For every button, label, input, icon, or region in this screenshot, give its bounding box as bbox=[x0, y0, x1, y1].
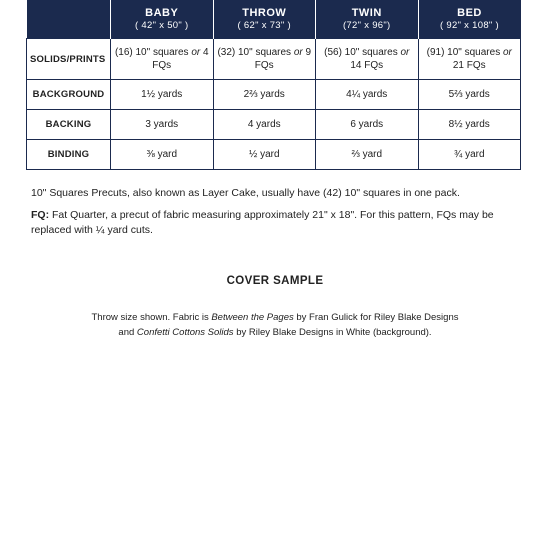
size-name: TWIN bbox=[351, 6, 382, 19]
size-header-baby bbox=[111, 0, 214, 39]
fabric-name: Between the Pages bbox=[211, 312, 294, 323]
row-label: BACKGROUND bbox=[27, 80, 111, 110]
cover-text: and bbox=[118, 327, 137, 338]
size-name: BED bbox=[457, 6, 482, 19]
cell-text: 21 FQs bbox=[452, 60, 486, 71]
table-row-background bbox=[27, 80, 521, 110]
table-cell: ¾ yard bbox=[418, 140, 521, 170]
table-cell: 1½ yards bbox=[111, 80, 214, 110]
fabric-requirements-table bbox=[26, 0, 521, 170]
size-header-throw bbox=[213, 0, 316, 39]
fabric-name: Confetti Cottons Solids bbox=[136, 327, 234, 338]
cell-or: or bbox=[293, 47, 303, 58]
table-cell: 3 yards bbox=[111, 110, 214, 140]
size-dimensions: ( 92" x 108" ) bbox=[440, 19, 499, 31]
size-header-bed bbox=[418, 0, 521, 39]
fq-label: FQ: bbox=[31, 209, 50, 221]
precuts-note: 10" Squares Precuts, also known as Layer Cake, usually have (42) 10" squares in one pack. bbox=[31, 187, 460, 199]
table-cell: 6 yards bbox=[316, 110, 419, 140]
cell-text: 4 FQs bbox=[152, 47, 209, 71]
size-name: BABY bbox=[145, 6, 179, 19]
fat-quarter-note bbox=[31, 208, 526, 238]
fq-text: Fat Quarter, a precut of fabric measuring approximately 21" x 18". For this pattern, FQs may be replaced with ¼ yard cuts. bbox=[31, 209, 494, 236]
row-label: SOLIDS/PRINTS bbox=[27, 39, 111, 80]
cover-sample-description bbox=[60, 310, 490, 340]
table-cell: 5⅔ yards bbox=[418, 80, 521, 110]
table-cell bbox=[418, 39, 521, 80]
cover-text: by Riley Blake Designs in White (background). bbox=[233, 327, 432, 338]
size-dimensions: ( 42" x 50" ) bbox=[135, 19, 189, 31]
size-name: THROW bbox=[242, 6, 287, 19]
row-label: BACKING bbox=[27, 110, 111, 140]
cell-or: or bbox=[400, 47, 410, 58]
cell-text: 14 FQs bbox=[350, 60, 384, 71]
cell-text: (16) 10" squares bbox=[114, 47, 192, 58]
size-dimensions: (72" x 96") bbox=[342, 19, 391, 31]
cell-or: or bbox=[191, 47, 201, 58]
table-cell: ⅔ yard bbox=[316, 140, 419, 170]
table-cell: 2⅔ yards bbox=[213, 80, 316, 110]
cover-text: by Fran Gulick for Riley Blake Designs bbox=[293, 312, 459, 323]
size-header-twin bbox=[316, 0, 419, 39]
table-cell: 4 yards bbox=[213, 110, 316, 140]
table-cell: ½ yard bbox=[213, 140, 316, 170]
cover-sample-heading: COVER SAMPLE bbox=[226, 275, 324, 287]
cell-or: or bbox=[502, 47, 512, 58]
table-cell: ⅜ yard bbox=[111, 140, 214, 170]
cell-text: (56) 10" squares bbox=[324, 47, 401, 58]
table-cell: 4¼ yards bbox=[316, 80, 419, 110]
size-dimensions: ( 62" x 73" ) bbox=[237, 19, 291, 31]
table-cell: 8½ yards bbox=[418, 110, 521, 140]
table-cell bbox=[316, 39, 419, 80]
cover-text: Throw size shown. Fabric is bbox=[91, 312, 212, 323]
row-label: BINDING bbox=[27, 140, 111, 170]
cell-text: (91) 10" squares bbox=[426, 47, 503, 58]
cell-text: 9 FQs bbox=[254, 47, 312, 71]
table-row-binding bbox=[27, 140, 521, 170]
size-header-row bbox=[27, 0, 521, 39]
table-cell bbox=[213, 39, 316, 80]
header-corner-cell bbox=[27, 0, 111, 39]
table-cell bbox=[111, 39, 214, 80]
cell-text: (32) 10" squares bbox=[217, 47, 294, 58]
table-row-solids-prints bbox=[27, 39, 521, 80]
table-row-backing bbox=[27, 110, 521, 140]
